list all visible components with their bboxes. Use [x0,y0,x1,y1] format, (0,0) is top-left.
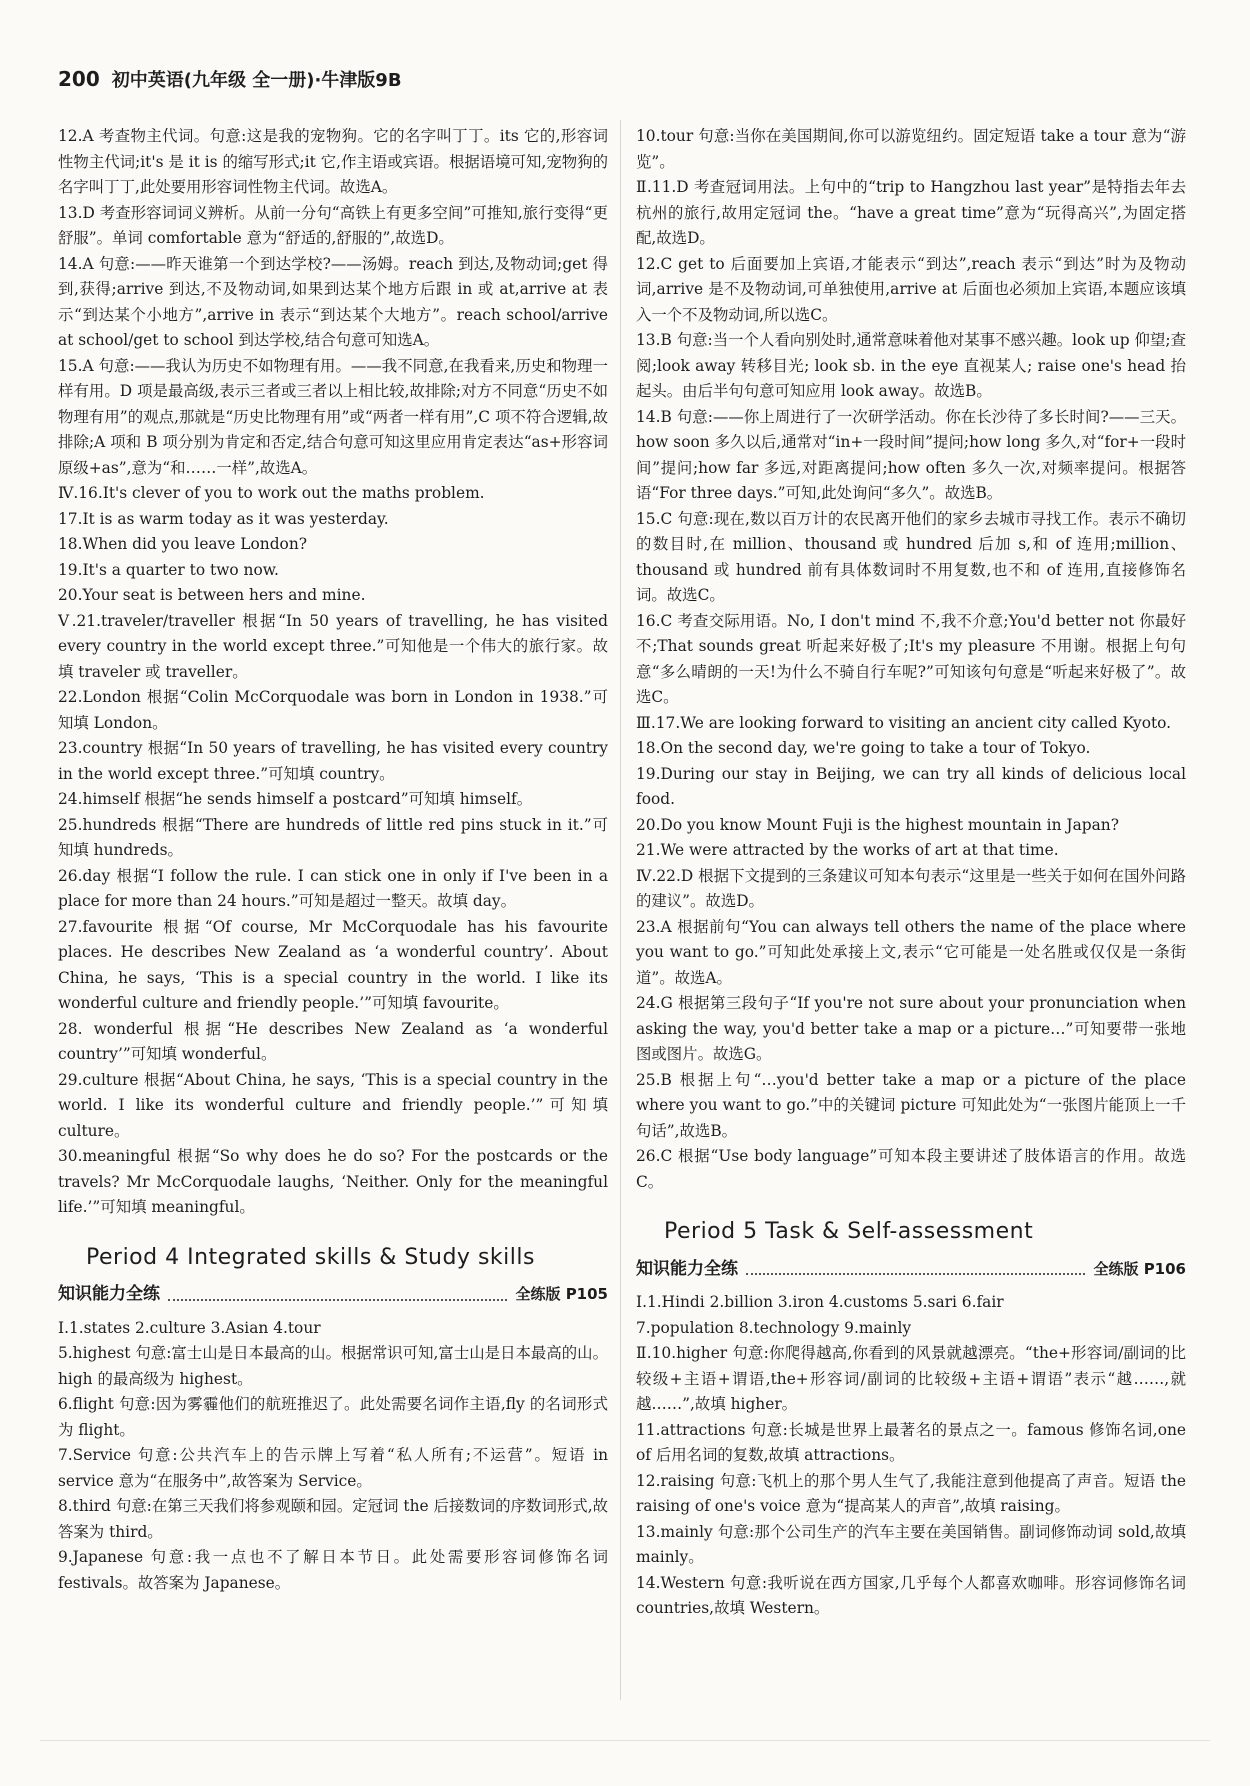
answer-item: 26.day 根据“I follow the rule. I can stick one in only if I've been in a place for more than 24 hours.”可知是超过一整天。故填 day。 [58,866,608,910]
answer-item: 7.Service 句意:公共汽车上的告示牌上写着“私人所有;不运营”。短语 in service 意为“在服务中”,故答案为 Service。 [58,1446,608,1490]
book-title: 初中英语(九年级 全一册)·牛津版9B [111,70,402,91]
answer-item: 24.G 根据第三段句子“If you're not sure about your pronunciation when asking the way, you'd better take a map or a picture…”可知要带一张地图或图片。故选G。 [636,994,1186,1063]
dotted-leader [746,1263,1085,1275]
period4-heading: Period 4 Integrated skills & Study skills [86,1244,535,1270]
answer-item: 27.favourite 根据“Of course, Mr McCorquodale has his favourite places. He describes New Zealand as ‘a wonderful country’. About China, he says, ‘This is a special country in the world. I like its wonderful culture and friendly people.’”可知填 favourite。 [58,917,608,1012]
page-header [58,66,402,102]
answer-item: Ⅱ.11.D 考查冠词用法。上句中的“trip to Hangzhou last year”是特指去年去杭州的旅行,故用定冠词 the。“have a great time”意为“玩得高兴”,为固定搭配,故选D。 [636,178,1186,247]
answer-item: 29.culture 根据“About China, he says, ‘This is a special country in the world. I like its wonderful culture and friendly people.’”可知填 culture。 [58,1070,608,1140]
answer-item: 18.On the second day, we're going to take a tour of Tokyo. [636,739,1091,757]
answer-item: 20.Your seat is between hers and mine. [58,586,366,604]
period5-heading: Period 5 Task & Self-assessment [664,1219,1034,1244]
dotted-leader [168,1289,507,1301]
section-ref: 全练版 P106 [1093,1259,1186,1278]
answer-item: 13.B 句意:当一个人看向别处时,通常意味着他对某事不感兴趣。look up 仰望;查阅;look away 转移目光; look sb. in the eye 直视某人; raise one's head 抬起头。由后半句句意可知应用 look away。故选B。 [636,331,1186,400]
answer-item: 11.attractions 句意:长城是世界上最著名的景点之一。famous 修饰名词,one of 后用名词的复数,故填 attractions。 [636,1420,1186,1464]
answer-item: 13.D 考查形容词词义辨析。从前一分句“高铁上有更多空间”可推知,旅行变得“更舒服”。单词 comfortable 意为“舒适的,舒服的”,故选D。 [58,203,608,247]
section-bar [58,1282,608,1308]
page-number: 200 [58,67,100,91]
answer-item: 12.raising 句意:飞机上的那个男人生气了,我能注意到他提高了声音。短语 the raising of one's voice 意为“提高某人的声音”,故填 raising。 [636,1471,1186,1515]
answer-item: 22.London 根据“Colin McCorquodale was born in London in 1938.”可知填 London。 [58,688,608,732]
answer-item: Ⅳ.22.D 根据下文提到的三条建议可知本句表示“这里是一些关于如何在国外问路的建议”。故选D。 [636,866,1186,910]
section-title: 知识能力全练 [636,1258,738,1279]
answer-item: 14.Western 句意:我听说在西方国家,几乎每个人都喜欢咖啡。形容词修饰名词 countries,故填 Western。 [636,1573,1186,1617]
answer-item: 28. wonderful 根据“He describes New Zealand as ‘a wonderful country’”可知填 wonderful。 [58,1019,608,1063]
answer-item: Ⅰ.1.states 2.culture 3.Asian 4.tour [58,1318,321,1337]
answer-item: 24.himself 根据“he sends himself a postcard”可知填 himself。 [58,790,533,808]
answer-item: 26.C 根据“Use body language”可知本段主要讲述了肢体语言的作用。故选C。 [636,1147,1186,1191]
answer-item: 18.When did you leave London? [58,535,307,553]
answer-item: Ⅰ.1.Hindi 2.billion 3.iron 4.customs 5.sari 6.fair [636,1293,1004,1311]
answer-item: 12.A 考查物主代词。句意:这是我的宠物狗。它的名字叫丁丁。its 它的,形容词性物主代词;it's 是 it is 的缩写形式;it 它,作主语或宾语。根据语境可知,宠物狗的名字叫丁丁,此处要用形容词性物主代词。故选A。 [58,127,608,196]
answer-item: 10.tour 句意:当你在美国期间,你可以游览纽约。固定短语 take a tour 意为“游览”。 [636,127,1186,171]
answer-item: 19.It's a quarter to two now. [58,560,279,579]
answer-item: 13.mainly 句意:那个公司生产的汽车主要在美国销售。副词修饰动词 sold,故填 mainly。 [636,1522,1186,1566]
answer-item: 14.B 句意:——你上周进行了一次研学活动。你在长沙待了多长时间?——三天。how soon 多久以后,通常对“in+一段时间”提问;how long 多久,对“for+一段时间”提问;how far 多远,对距离提问;how often 多久一次,对频率提问。根据答语“For three days.”可知,此处询问“多久”。故选B。 [636,407,1186,502]
answer-item: 12.C get to 后面要加上宾语,才能表示“到达”,reach 表示“到达”时为及物动词,arrive 是不及物动词,可单独使用,arrive at 后面也必须加上宾语,本题应该填入一个不及物动词,所以选C。 [636,254,1186,324]
right-column [636,124,1186,1622]
answer-item: 25.B 根据上句“…you'd better take a map or a picture of the place where you want to go.”中的关键词 picture 可知此处为“一张图片能顶上一千句话”,故选B。 [636,1070,1186,1140]
section-ref: 全练版 P105 [515,1285,608,1303]
answer-item: 15.A 句意:——我认为历史不如物理有用。——我不同意,在我看来,历史和物理一样有用。D 项是最高级,表示三者或三者以上相比较,故排除;对方不同意“历史不如物理有用”的观点,那就是“历史比物理有用”或“两者一样有用”,C 项不符合逻辑,故排除;A 项和 B 项分别为肯定和否定,结合句意可知这里应用肯定表达“as+形容词原级+as”,意为“和……一样”,故选A。 [58,356,608,477]
column-divider [620,120,621,1700]
section-bar [636,1257,1186,1283]
answer-item: 30.meaningful 根据“So why does he do so? For the postcards or the travels? Mr McCorquodale laughs, ‘Neither. Only for the meaningful life.’”可知填 meaningful。 [58,1147,608,1216]
answer-item: 15.C 句意:现在,数以百万计的农民离开他们的家乡去城市寻找工作。表示不确切的数目时,在 million、thousand 或 hundred 后加 s,和 of 连用;million、thousand 或 hundred 前有具体数词时不用复数,也不和 of 连用,直接修饰名词。故选C。 [636,509,1186,604]
answer-item: 5.highest 句意:富士山是日本最高的山。根据常识可知,富士山是日本最高的山。high 的最高级为 highest。 [58,1344,608,1388]
answer-item: 16.C 考查交际用语。No, I don't mind 不,我不介意;You'd better not 你最好不;That sounds great 听起来好极了;It's my pleasure 不用谢。根据上句句意“多么晴朗的一天!为什么不骑自行车呢?”可知该句句意是“听起来好极了”。故选C。 [636,611,1186,706]
answer-item: 19.During our stay in Beijing, we can try all kinds of delicious local food. [636,764,1186,808]
answer-item: Ⅲ.17.We are looking forward to visiting an ancient city called Kyoto. [636,713,1172,732]
answer-item: 23.A 根据前句“You can always tell others the name of the place where you want to go.”可知此处承接上文,表示“它可能是一处名胜或仅仅是一条街道”。故选A。 [636,917,1186,987]
answer-item: 23.country 根据“In 50 years of travelling, he has visited every country in the world except three.”可知填 country。 [58,739,608,783]
answer-item: Ⅳ.16.It's clever of you to work out the maths problem. [58,484,485,502]
answer-item: 6.flight 句意:因为雾霾他们的航班推迟了。此处需要名词作主语,fly 的名词形式为 flight。 [58,1395,608,1439]
answer-item: Ⅴ.21.traveler/traveller 根据“In 50 years of travelling, he has visited every country in the world except three.”可知他是一个伟大的旅行家。故填 traveler 或 traveller。 [58,611,608,681]
answer-item: 14.A 句意:——昨天谁第一个到达学校?——汤姆。reach 到达,及物动词;get 得到,获得;arrive 到达,不及物动词,如果到达某个地方后跟 in 或 at,arrive at 表示“到达某个小地方”,arrive in 表示“到达某个大地方”。reach school/arrive at school/get to school 到达学校,结合句意可知选A。 [58,254,608,349]
answer-item: 21.We were attracted by the works of art at that time. [636,841,1059,859]
left-column [58,124,608,1596]
answer-item: 25.hundreds 根据“There are hundreds of little red pins stuck in it.”可知填 hundreds。 [58,815,608,859]
footer-rule [40,1740,1210,1741]
answer-item: 8.third 句意:在第三天我们将参观颐和园。定冠词 the 后接数词的序数词形式,故答案为 third。 [58,1497,608,1541]
answer-item: Ⅱ.10.higher 句意:你爬得越高,你看到的风景就越漂亮。“the+形容词/副词的比较级+主语+谓语,the+形容词/副词的比较级+主语+谓语”表示“越……,就越……”,故填 higher。 [636,1344,1186,1413]
answer-item: 20.Do you know Mount Fuji is the highest mountain in Japan? [636,815,1119,834]
section-title: 知识能力全练 [58,1284,160,1304]
answer-item: 9.Japanese 句意:我一点也不了解日本节日。此处需要形容词修饰名词 festivals。故答案为 Japanese。 [58,1548,608,1592]
answer-item: 17.It is as warm today as it was yesterday. [58,509,389,528]
answer-item: 7.population 8.technology 9.mainly [636,1318,912,1337]
